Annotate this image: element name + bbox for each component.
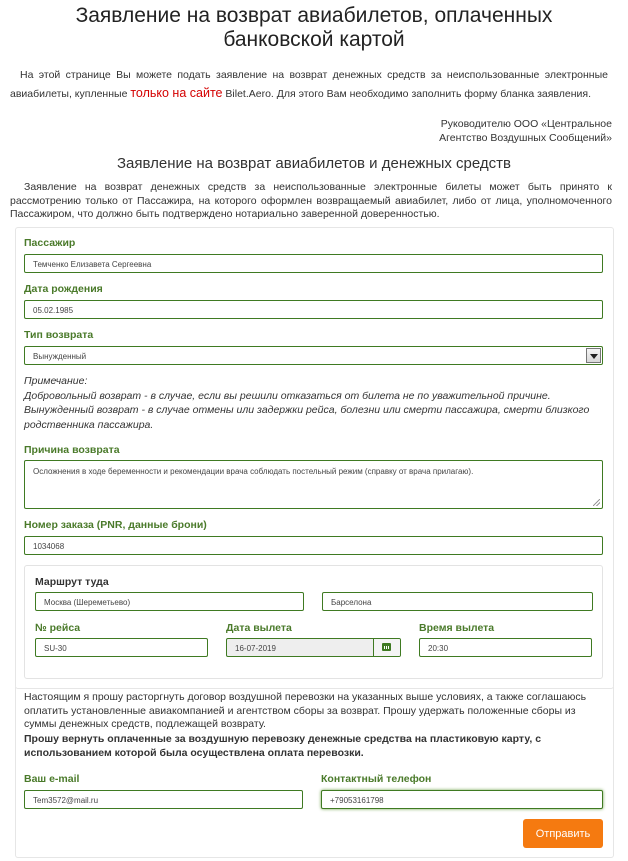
terms-text: Настоящим я прошу расторгнуть договор воздушной перевозки на указанных выше условиях, а также соглашаюсь оплатить установленные авиакомпанией и агентством сборы за возврат. Прошу удержать положенные сборы из суммы денежных средств, подлежащей возврату. [24,691,587,730]
return-type-select[interactable] [24,346,603,365]
addressee-line2: Агентство Воздушных Сообщений» [439,132,612,144]
departure-time-input[interactable]: 20:30 [419,638,592,657]
passenger-input[interactable]: Темченко Елизавета Сергеевна [24,254,603,273]
intro-highlight: только на сайте [130,86,223,100]
flight-label: № рейса [35,622,81,634]
email-label: Ваш e-mail [24,773,80,785]
departure-date-value: 16-07-2019 [235,644,276,653]
phone-label: Контактный телефон [321,773,432,785]
departure-time-label: Время вылета [419,622,495,634]
route-from-input[interactable]: Москва (Шереметьево) [35,592,304,611]
flight-input[interactable]: SU-30 [35,638,208,657]
note-forced: Вынужденный возврат - в случае отмены или задержки рейса, болезни или смерти пассажира, смерти близкого родственника пассажира. [24,404,590,431]
note-voluntary: Добровольный возврат - в случае, если вы решили отказаться от билета не по уважительной причине. [24,389,551,402]
route-to-input[interactable]: Барселона [322,592,593,611]
calendar-icon[interactable] [373,639,400,656]
intro-part1: На этой странице Вы можете подать заявление на возврат денежных средств за неиспользованные электронные авиабилеты, купленные [10,69,608,100]
terms-bold-text: Прошу вернуть оплаченные за воздушную перевозку денежные средства на пластиковую карту, с использованием которой была осуществлена оплата перевозки. [24,733,542,759]
addressee [392,117,612,145]
passenger-label: Пассажир [24,237,76,249]
email-input[interactable]: Tem3572@mail.ru [24,790,303,809]
form-title: Заявление на возврат авиабилетов и денежных средств [116,155,511,172]
phone-input[interactable]: +79053161798 [321,790,603,809]
reason-textarea[interactable] [24,460,603,509]
addressee-line1: Руководителю ООО «Центральное [440,118,612,130]
submit-button[interactable]: Отправить [523,819,603,848]
order-input[interactable]: 1034068 [24,536,603,555]
intro-part2: Bilet.Aero. Для этого Вам необходимо заполнить форму бланка заявления. [222,88,591,100]
departure-date-input[interactable] [226,638,401,657]
return-type-value: Вынужденный [33,352,87,361]
route-label: Маршрут туда [35,576,109,588]
intro-text [10,66,608,103]
route-section [24,565,603,679]
note-title: Примечание: [24,375,88,387]
departure-date-label: Дата вылета [226,622,292,634]
birth-date-input[interactable]: 05.02.1985 [24,300,603,319]
chevron-down-icon[interactable] [586,348,601,363]
birth-date-label: Дата рождения [24,283,103,295]
reason-label: Причина возврата [24,444,120,456]
notice-text: Заявление на возврат денежных средств за неиспользованные электронные билеты может быть принято к рассмотрению только от Пассажира, на которого оформлен возвращаемый авиабилет, либо от лица, уполномоченного Пассажиром, что должно быть подтверждено нотариально заверенной доверенностью. [10,181,612,220]
return-type-label: Тип возврата [24,329,94,341]
order-label: Номер заказа (PNR, данные брони) [24,519,207,531]
reason-value: Осложнения в ходе беременности и рекомендации врача соблюдать постельный режим (справку от врача прилагаю). [33,467,474,476]
page-title: Заявление на возврат авиабилетов, оплаченных банковской картой [75,4,553,51]
resize-handle-icon[interactable] [593,499,600,506]
return-type-note [24,374,594,432]
